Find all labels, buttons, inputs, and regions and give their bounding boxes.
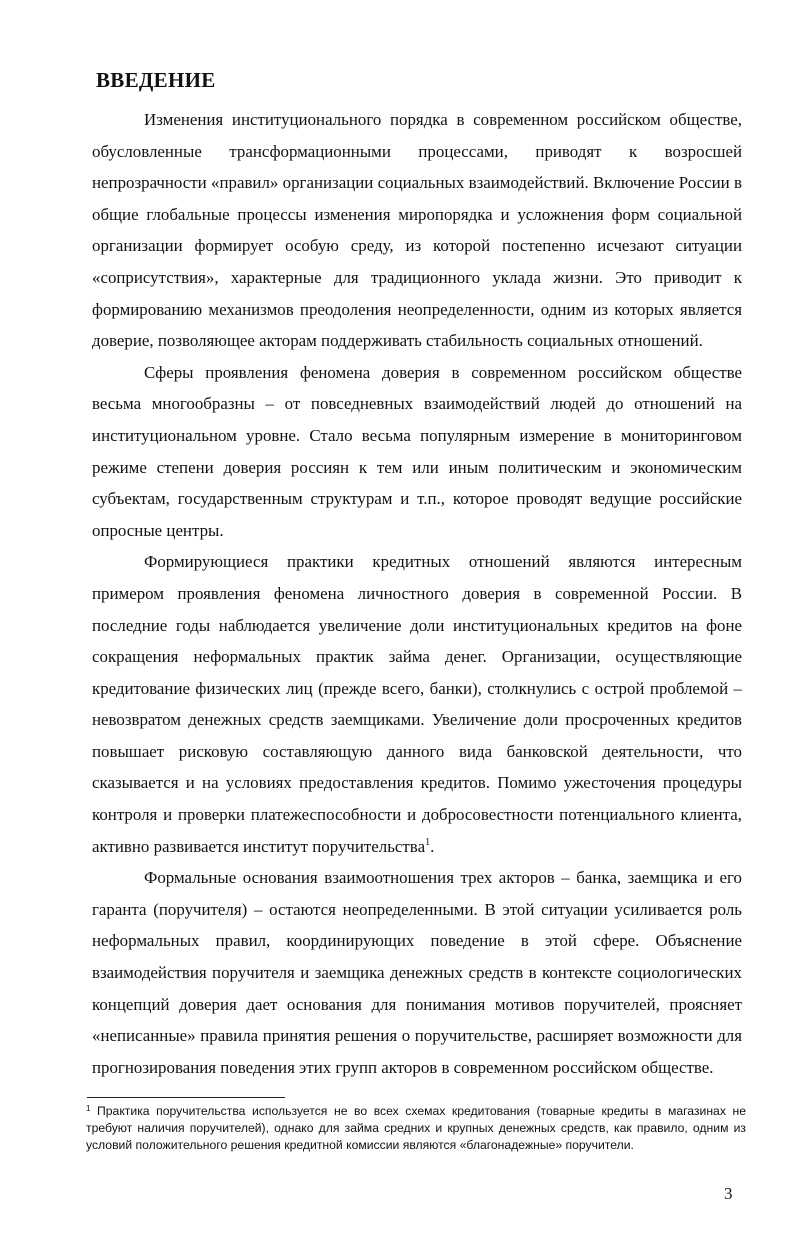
paragraph-3-text: Формирующиеся практики кредитных отношений являются интересным примером проявления феномена личностного доверия в современной России. В последние годы наблюдается увеличение доли институциональных кредитов на фоне сокращения неформальных практик займа денег. Организации, осуществляющие кредитование физических лиц (прежде всего, банки), столкнулись с острой проблемой – невозвратом денежных средств заемщиками. Увеличение доли просроченных кредитов повышает рисковую составляющую данного вида банковской деятельности, что сказывается и на условиях предоставления кредитов. Помимо ужесточения процедуры контроля и проверки платежеспособности и добросовестности потенциального клиента, активно развивается институт поручительства (92, 552, 742, 856)
section-heading: ВВЕДЕНИЕ (96, 68, 216, 92)
footnote-divider (87, 1097, 285, 1098)
paragraph-1: Изменения институционального порядка в современном российском обществе, обусловленные трансформационными процессами, приводят к возросшей непрозрачности «правил» организации социальных взаимодействий. Включение России в общие глобальные процессы изменения миропорядка и усложнения форм социальной организации формирует особую среду, из которой постепенно исчезают ситуации «соприсутствия», характерные для традиционного уклада жизни. Это приводит к формированию механизмов преодоления неопределенности, одним из которых является доверие, позволяющее акторам поддерживать стабильность социальных отношений. (92, 110, 742, 351)
paragraph-3 (92, 546, 742, 862)
footnote-marker: 1 (86, 1104, 91, 1113)
page-number: 3 (724, 1184, 733, 1203)
body-text (92, 104, 742, 1083)
paragraph-4: Формальные основания взаимоотношения трех акторов – банка, заемщика и его гаранта (поручителя) – остаются неопределенными. В этой ситуации усиливается роль неформальных правил, координирующих поведение в этой сфере. Объяснение взаимодействия поручителя и заемщика денежных средств в контексте социологических концепций доверия дает основания для понимания мотивов поручителей, проясняет «неписанные» правила принятия решения о поручительстве, расширяет возможности для прогнозирования поведения этих групп акторов в современном российском обществе. (92, 868, 742, 1077)
footnote-reference: 1 (425, 836, 431, 848)
paragraph-2: Сферы проявления феномена доверия в современном российском обществе весьма многообразны – от повседневных взаимодействий людей до отношений на институциональном уровне. Стало весьма популярным измерение в мониторинговом режиме степени доверия россиян к тем или иным политическим и экономическим субъектам, государственным структурам и т.п., которое проводят ведущие российские опросные центры. (92, 362, 742, 540)
footnote (86, 1103, 746, 1155)
footnote-text: Практика поручительства используется не во всех схемах кредитования (товарные кредиты в магазинах не требуют наличия поручителей), однако для займа средних и крупных денежных средств, как правило, одним из условий положительного решения кредитной комиссии являются «благонадежные» поручители. (86, 1104, 746, 1153)
paragraph-3-period: . (430, 836, 435, 856)
